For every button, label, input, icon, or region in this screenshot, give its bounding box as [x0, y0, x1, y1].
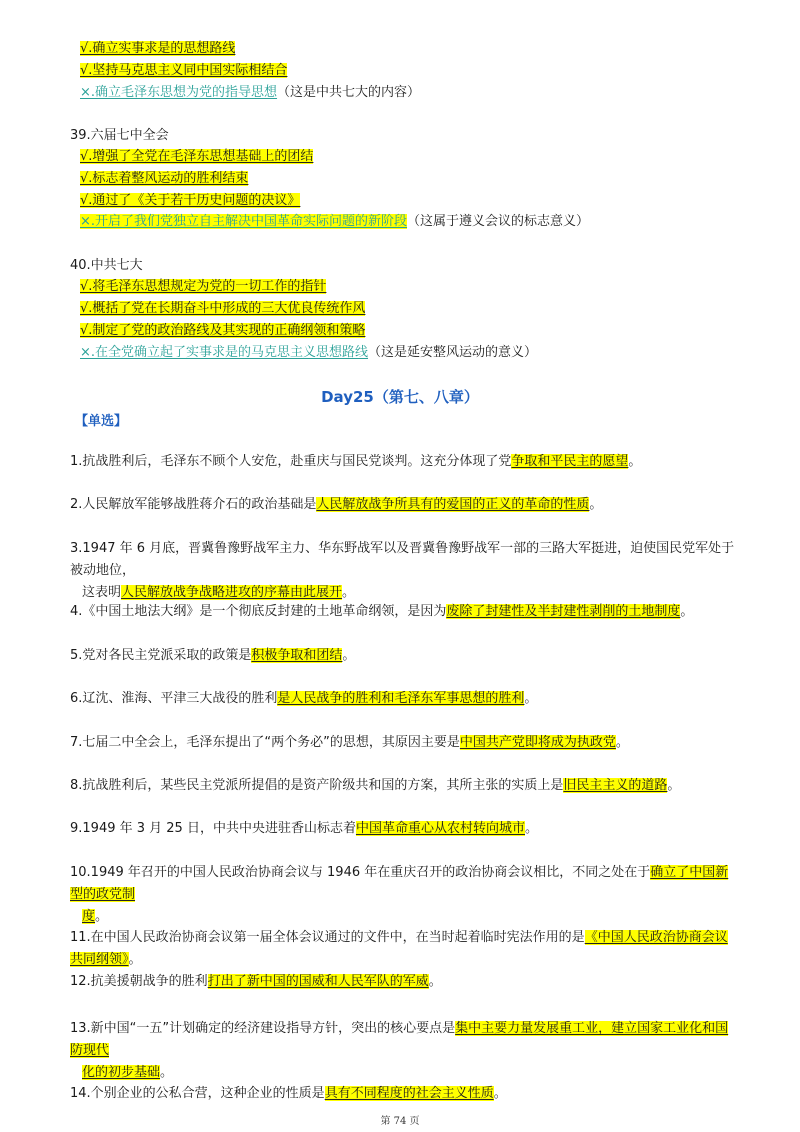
top-option-1: √.确立实事求是的思想路线	[80, 41, 236, 56]
question-5: 5.党对各民主党派采取的政策是积极争取和团结。	[70, 648, 356, 663]
question-8: 8.抗战胜利后，某些民主党派所提倡的是资产阶级共和国的方案，其所主张的实质上是旧民主主义的道路。	[70, 778, 681, 793]
q39-option-1: √.增强了全党在毛泽东思想基础上的团结	[80, 149, 314, 164]
day-title: Day25（第七、八章）	[321, 388, 479, 406]
q40-option-2: √.概括了党在长期奋斗中形成的三大优良传统作风	[80, 301, 366, 316]
q40-title: 40.中共七大	[70, 258, 143, 273]
q40-option-3: √.制定了党的政治路线及其实现的正确纲领和策略	[80, 323, 366, 338]
q39-option-3: √.通过了《关于若干历史问题的决议》	[80, 193, 301, 208]
question-2: 2.人民解放军能够战胜蒋介石的政治基础是人民解放战争所具有的爱国的正义的革命的性质。	[70, 497, 603, 512]
question-6: 6.辽沈、淮海、平津三大战役的胜利是人民战争的胜利和毛泽东军事思想的胜利。	[70, 691, 538, 706]
question-11: 11.在中国人民政治协商会议第一届全体会议通过的文件中，在当时起着临时宪法作用的是《中国人民政治协商会议共同纲领》。	[70, 930, 728, 967]
q40-option-1: √.将毛泽东思想规定为党的一切工作的指针	[80, 279, 327, 294]
question-3: 3.1947 年 6 月底，晋冀鲁豫野战军主力、华东野战军以及晋冀鲁豫野战军一部的三路大军挺进，迫使国民党军处于被动地位， 这表明人民解放战争战略进攻的序幕由此展开。	[70, 541, 735, 600]
q40-option-4: ×.在全党确立起了实事求是的马克思主义思想路线（这是延安整风运动的意义）	[80, 345, 538, 360]
q39-option-4: ×.开启了我们党独立自主解决中国革命实际问题的新阶段（这属于遵义会议的标志意义）	[80, 214, 590, 229]
section-heading: 【单选】	[75, 414, 128, 429]
q39-title: 39.六届七中全会	[70, 128, 169, 143]
question-9: 9.1949 年 3 月 25 日，中共中央进驻香山标志着中国革命重心从农村转向城市。	[70, 821, 538, 836]
top-option-2: √.坚持马克思主义同中国实际相结合	[80, 63, 288, 78]
question-1: 1.抗战胜利后，毛泽东不顾个人安危，赴重庆与国民党谈判。这充分体现了党争取和平民主的愿望。	[70, 454, 642, 469]
question-12: 12.抗美援朝战争的胜利打出了新中国的国威和人民军队的军威。	[70, 974, 442, 989]
question-4: 4.《中国土地法大纲》是一个彻底反封建的土地革命纲领，是因为废除了封建性及半封建性剥削的土地制度。	[70, 604, 694, 619]
question-13: 13.新中国“一五”计划确定的经济建设指导方针，突出的核心要点是集中主要力量发展重工业，建立国家工业化和国防现代 化的初步基础。	[70, 1021, 729, 1080]
top-option-3: ×.确立毛泽东思想为党的指导思想（这是中共七大的内容）	[80, 85, 421, 100]
question-14: 14.个别企业的公私合营，这种企业的性质是具有不同程度的社会主义性质。	[70, 1086, 507, 1101]
page-number: 第 74 页	[380, 1116, 420, 1127]
q39-option-2: √.标志着整风运动的胜利结束	[80, 171, 249, 186]
question-7: 7.七届二中全会上，毛泽东提出了“两个务必”的思想，其原因主要是中国共产党即将成为执政党。	[70, 735, 629, 750]
question-10: 10.1949 年召开的中国人民政治协商会议与 1946 年在重庆召开的政治协商会议相比，不同之处在于确立了中国新型的政党制 度。	[70, 865, 729, 924]
